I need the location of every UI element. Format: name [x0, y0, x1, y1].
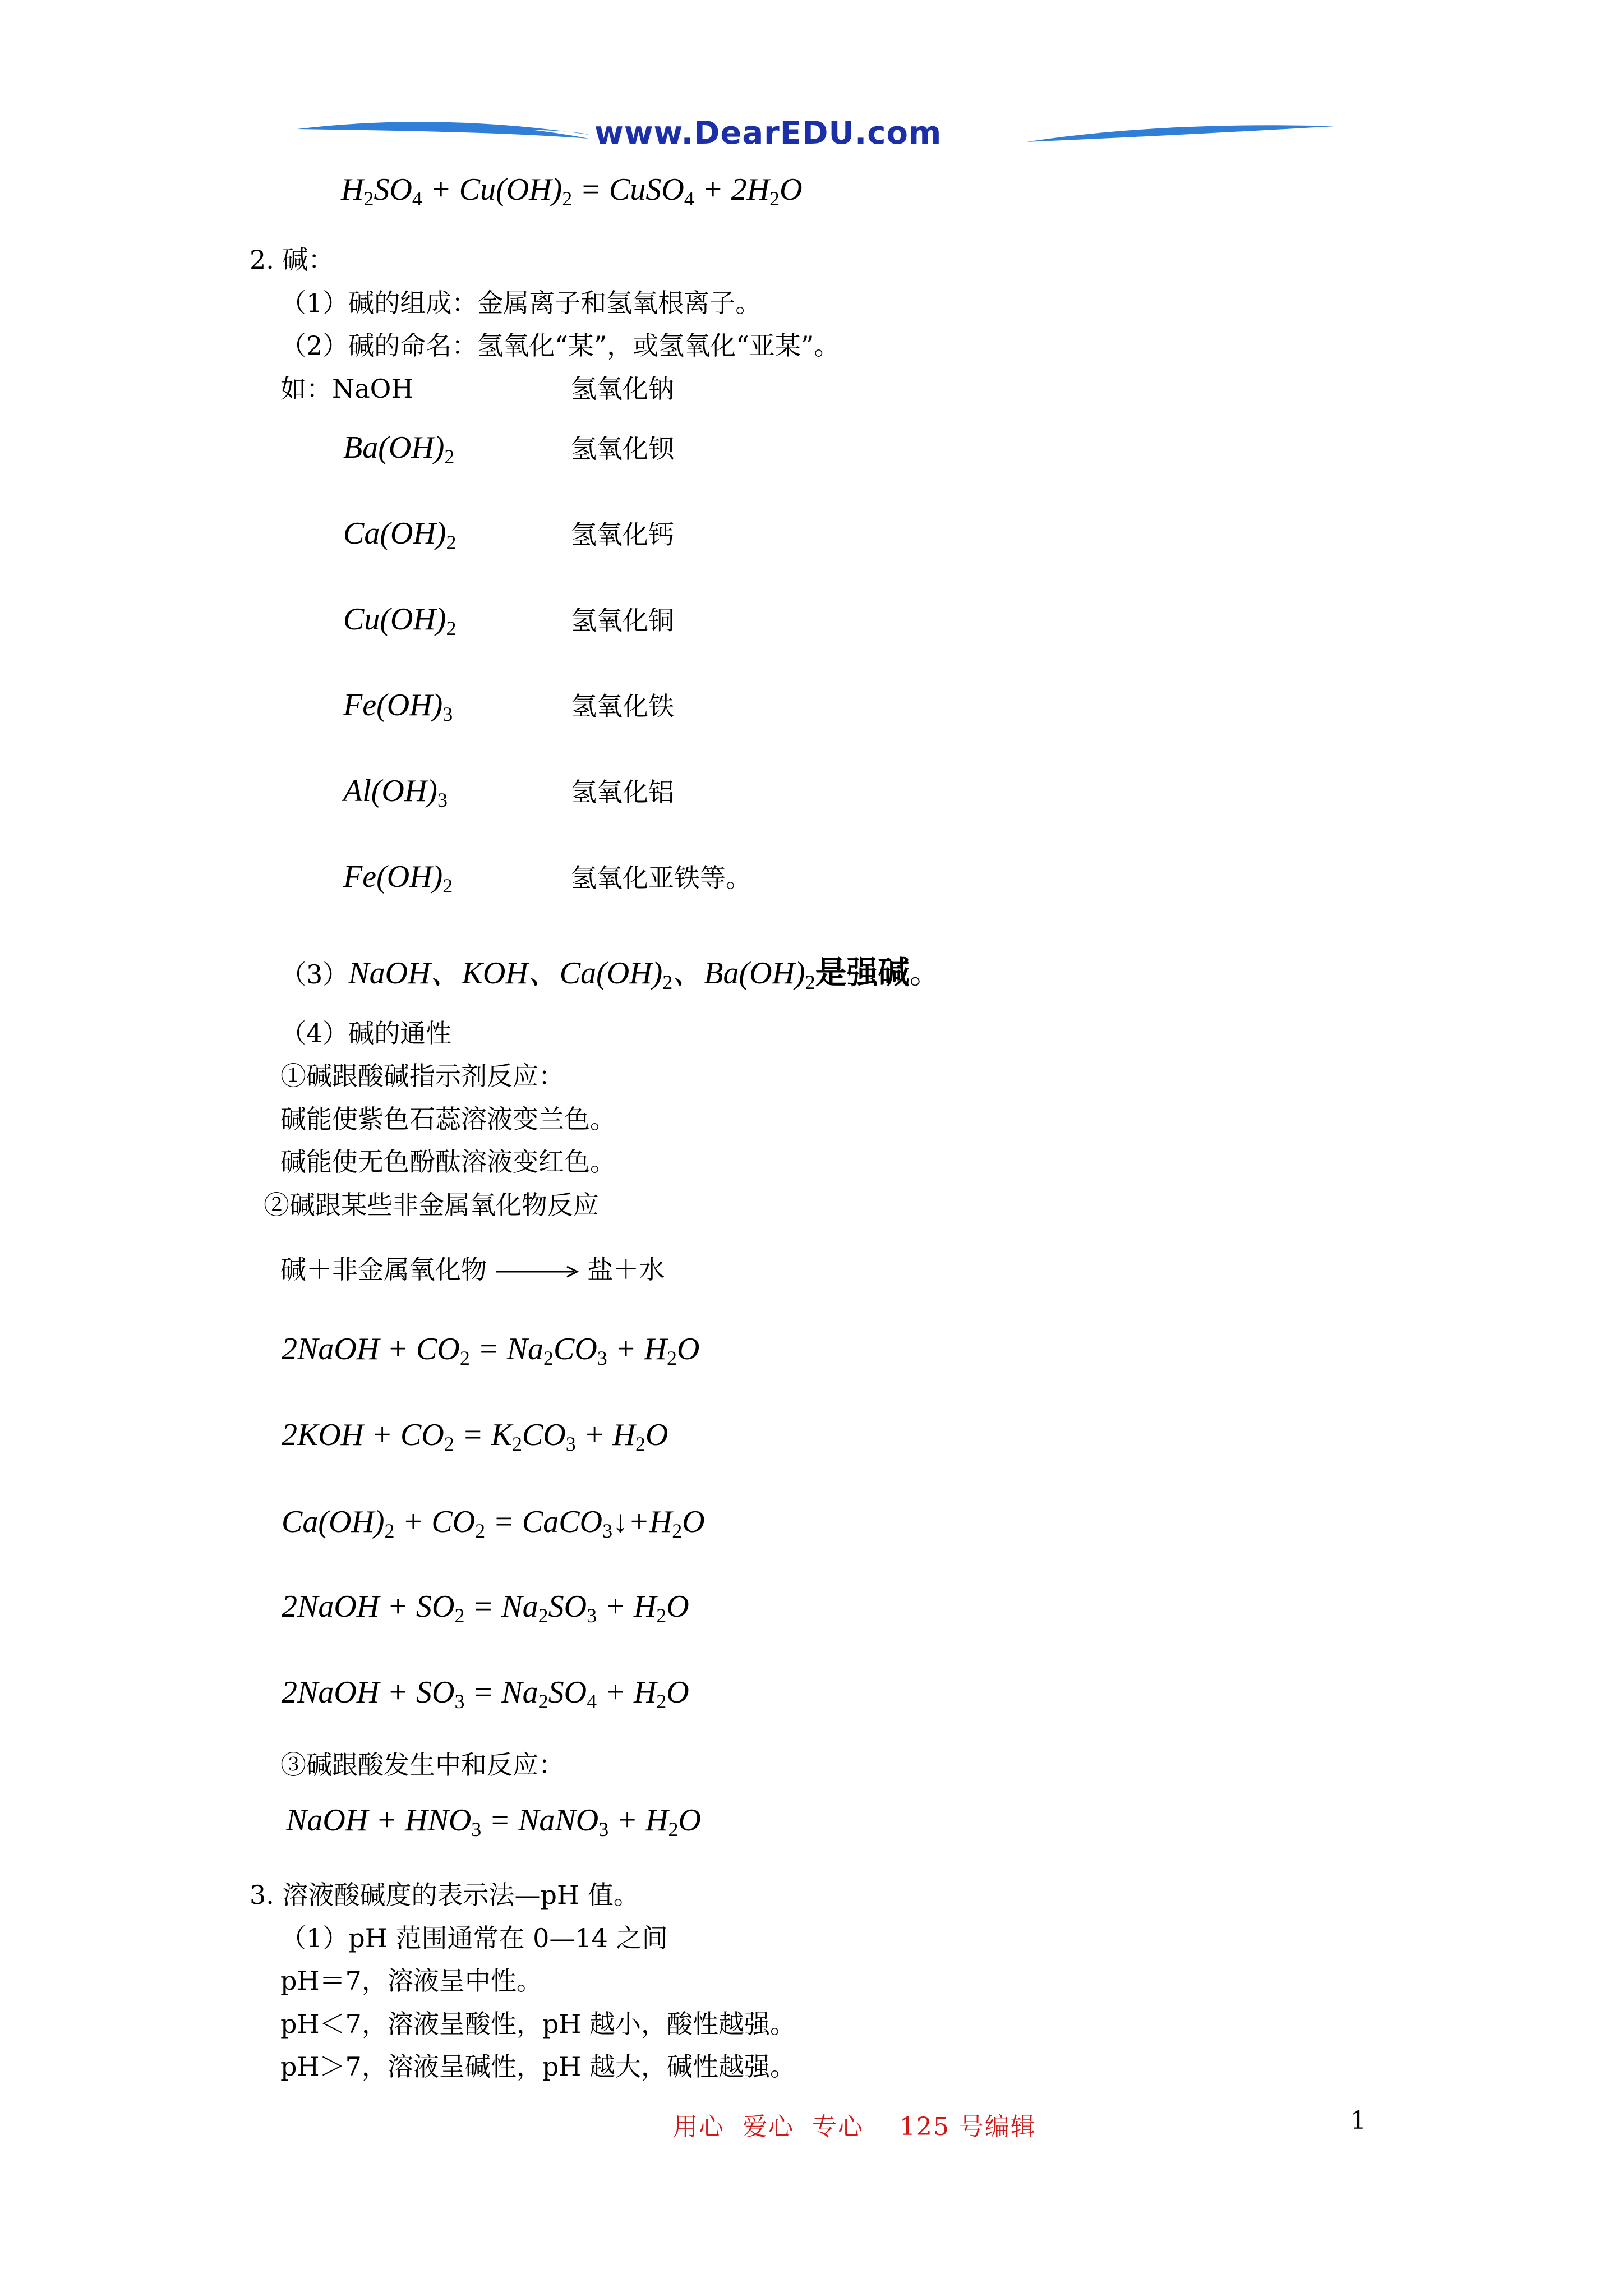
example-formula: $Ba(OH)_2$	[343, 430, 455, 468]
reaction-equation: 2NaOH + $SO_2 = Na_2SO_3 + H_2O$	[282, 1589, 689, 1627]
example-name: 氢氧化亚铁等。	[571, 863, 751, 893]
ph-acidic: pH＜7，溶液呈酸性，pH 越小，酸性越强。	[280, 2009, 796, 2039]
reaction-equation: $2KOH + CO_2 = K_2CO_3 + H_2O$	[282, 1418, 668, 1455]
ph-range: （1）pH 范围通常在 0—14 之间	[280, 1923, 668, 1953]
reaction-equation: 2NaOH + $SO_3 = Na_2SO_4 + H_2O$	[282, 1675, 689, 1713]
page-number: 1	[1350, 2106, 1366, 2135]
example-formula: $Ca(OH)_2$	[343, 516, 457, 554]
example-name: 氢氧化钠	[571, 374, 674, 404]
property-3-title: ③碱跟酸发生中和反应：	[280, 1750, 564, 1780]
long-arrow-icon	[495, 1263, 579, 1280]
example-name: 氢氧化钙	[571, 519, 674, 550]
neutralization-equation: NaOH + $HNO_3$ = NaNO$_3$ + $H_2O$	[286, 1803, 701, 1841]
ph-basic: pH＞7，溶液呈碱性，pH 越大，碱性越强。	[280, 2051, 796, 2082]
example-formula: $Cu(OH)_2$	[343, 602, 457, 639]
footer-text: 用心 爱心 专心 125 号编辑	[673, 2113, 1036, 2141]
example-name: 氢氧化钡	[571, 434, 674, 464]
example-formula: $Fe(OH)_2$	[343, 859, 453, 897]
reaction-equation: 2NaOH + $CO_2 = Na_2CO_3 + H_2O$	[282, 1332, 700, 1369]
example-name: 氢氧化铜	[571, 605, 674, 636]
properties-heading: （4）碱的通性	[280, 1018, 452, 1048]
example-name: 氢氧化铁	[571, 691, 674, 721]
top-equation: $H_2SO_4 + Cu(OH)_2$ = CuSO$_4$ + $2H_2O$	[341, 172, 803, 210]
base-composition: （1）碱的组成：金属离子和氢氧根离子。	[280, 288, 762, 318]
right-wave-icon	[1026, 125, 1335, 142]
example-formula: $Fe(OH)_3$	[343, 688, 453, 725]
property-2-title: ②碱跟某些非金属氧化物反应	[264, 1190, 599, 1220]
example-formula: $Al(OH)_3$	[343, 774, 448, 811]
site-name: www.DearEDU.com	[594, 115, 942, 151]
section3-heading: 3. 溶液酸碱度的表示法—pH 值。	[250, 1880, 639, 1910]
reaction-equation: $Ca(OH)_2 + CO_2$ = $CaCO_3↓+H_2O$	[282, 1504, 705, 1542]
example-prefix: 如：NaOH	[280, 374, 414, 404]
property-1-line2: 碱能使无色酚酞溶液变红色。	[280, 1147, 616, 1177]
property-1-line1: 碱能使紫色石蕊溶液变兰色。	[280, 1104, 616, 1134]
section2-heading: 2. 碱：	[250, 245, 334, 275]
ph-neutral: pH＝7，溶液呈中性。	[280, 1966, 542, 1996]
reaction-rule: 碱＋非金属氧化物 盐＋水	[280, 1254, 665, 1285]
base-naming: （2）碱的命名：氢氧化“某”，或氢氧化“亚某”。	[280, 330, 840, 361]
example-name: 氢氧化铝	[571, 777, 674, 807]
property-1-title: ①碱跟酸碱指示剂反应：	[280, 1061, 564, 1091]
strong-bases-line: （3）NaOH、KOH、$Ca(OH)_2$、$Ba(OH)_2$是强碱。	[280, 954, 941, 993]
